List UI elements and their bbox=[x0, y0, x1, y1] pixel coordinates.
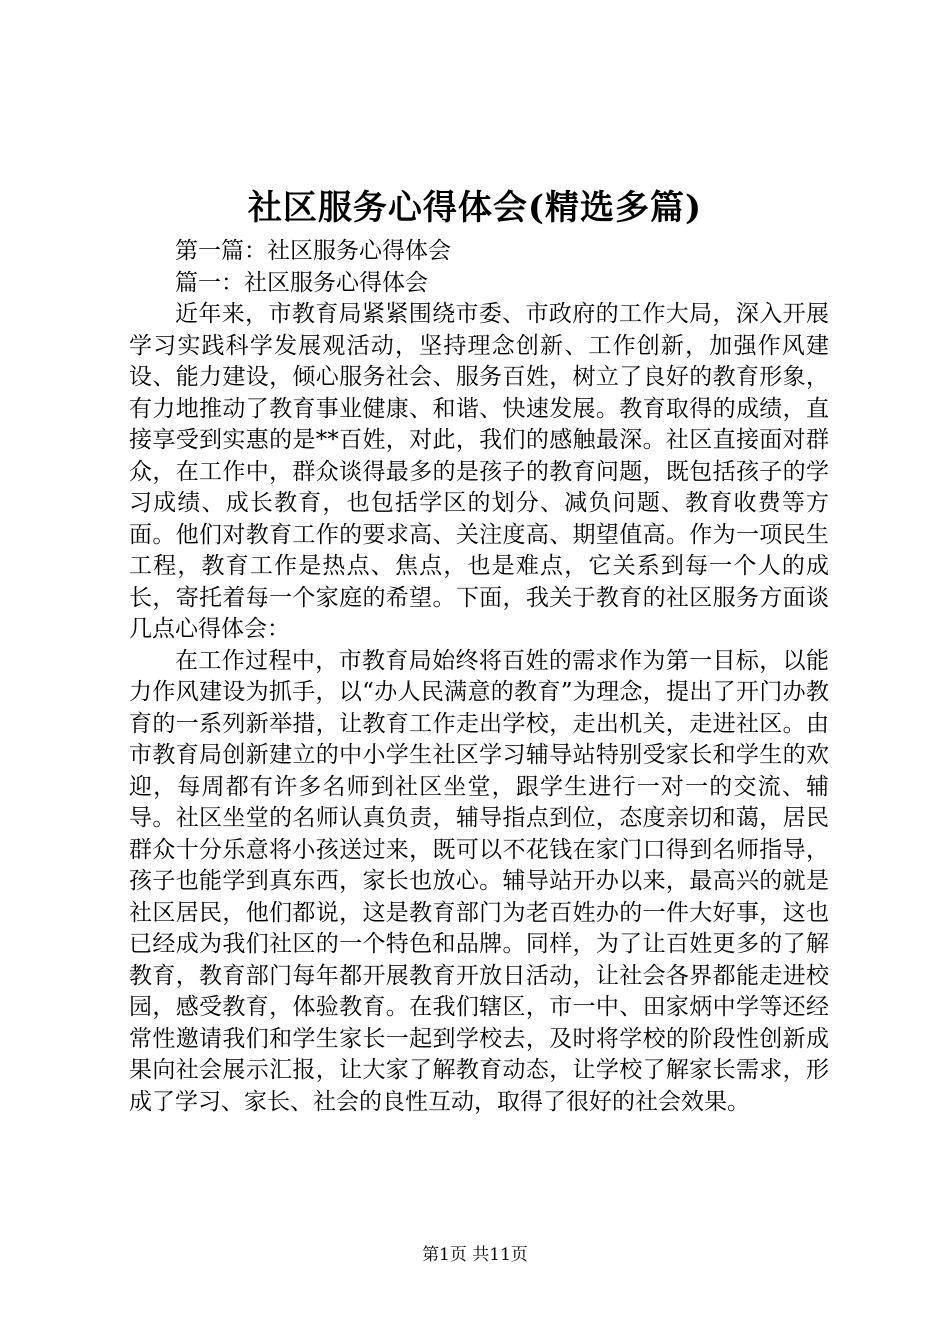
section-heading-2: 篇一：社区服务心得体会 bbox=[175, 269, 428, 296]
paragraph: 近年来，市教育局紧紧围绕市委、市政府的工作大局，深入开展学习实践科学发展观活动，坚持理念创新、工作创新，加强作风建设、能力建设，倾心服务社会、服务百姓，树立了良好的教育形象，有力地推动了教育事业健康、和谐、快速发展。教育取得的成绩，直接享受到实惠的是**百姓，对此，我们的感触最深。社区直接面对群众，在工作中，群众谈得最多的是孩子的教育问题，既包括孩子的学习成绩、成长教育，也包括学区的划分、减负问题、教育收费等方面。他们对教育工作的要求高、关注度高、期望值高。作为一项民生工程，教育工作是热点、焦点，也是难点，它关系到每一个人的成长，寄托着每一个家庭的希望。下面，我关于教育的社区服务方面谈几点心得体会： bbox=[129, 301, 829, 642]
document-body bbox=[129, 236, 829, 1118]
page-number: 第1页 共11页 bbox=[422, 1245, 528, 1265]
section-heading-1: 第一篇：社区服务心得体会 bbox=[175, 238, 451, 264]
paragraph: 在工作过程中，市教育局始终将百姓的需求作为第一目标，以能力作风建设为抓手，以“办人民满意的教育”为理念，提出了开门办教育的一系列新举措，让教育工作走出学校，走出机关，走进社区。由市教育局创新建立的中小学生社区学习辅导站特别受家长和学生的欢迎，每周都有许多名师到社区坐堂，跟学生进行一对一的交流、辅导。社区坐堂的名师认真负责，辅导指点到位，态度亲切和蔼，居民群众十分乐意将小孩送过来，既可以不花钱在家门口得到名师指导，孩子也能学到真东西，家长也放心。辅导站开办以来，最高兴的就是社区居民，他们都说，这是教育部门为老百姓办的一件大好事，这也已经成为我们社区的一个特色和品牌。同样，为了让百姓更多的了解教育，教育部门每年都开展教育开放日活动，让社会各界都能走进校园，感受教育，体验教育。在我们辖区，市一中、田家炳中学等还经常性邀请我们和学生家长一起到学校去，及时将学校的阶段性创新成果向社会展示汇报，让大家了解教育动态，让学校了解家长需求，形成了学习、家长、社会的良性互动，取得了很好的社会效果。 bbox=[129, 647, 829, 1115]
document-title: 社区服务心得体会(精选多篇) bbox=[247, 188, 703, 228]
